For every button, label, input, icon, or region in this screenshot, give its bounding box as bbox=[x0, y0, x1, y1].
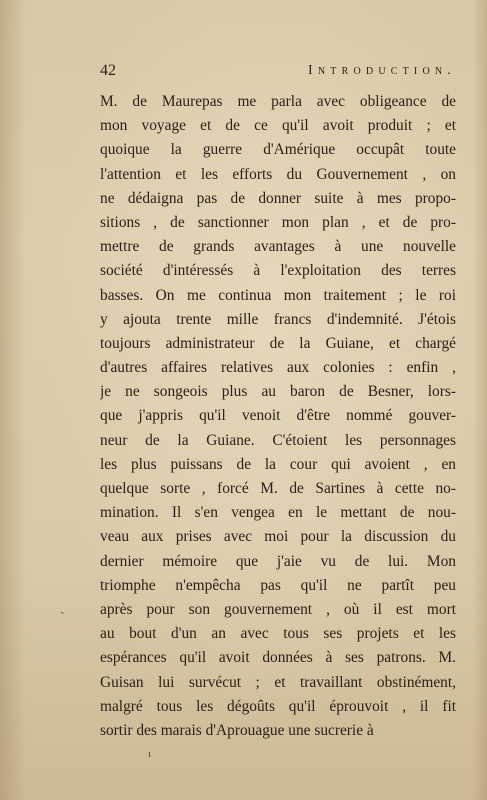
text-line: je ne songeois plus au baron de Besner, lors- bbox=[100, 383, 456, 401]
text-line: quoique la guerre d'Amérique occupât toute bbox=[100, 141, 456, 159]
text-line: l'attention et les efforts du Gouvernement , on bbox=[100, 165, 456, 183]
page-number: 42 bbox=[100, 62, 116, 79]
text-line: basses. On me continua mon traitement ; le roi bbox=[100, 286, 456, 304]
text-line: sortir des marais d'Aprouague une sucrerie à bbox=[100, 721, 374, 739]
text-line: dernier mémoire que j'aie vu de lui. Mon bbox=[100, 552, 456, 570]
text-line: sitions , de sanctionner mon plan , et de pro- bbox=[100, 213, 456, 231]
text-line: ne dédaigna pas de donner suite à mes propo- bbox=[100, 189, 456, 207]
text-line: quelque sorte , forcé M. de Sartines à cette no- bbox=[100, 480, 456, 497]
stray-ink-mark: ı bbox=[148, 748, 152, 760]
text-line: toujours administrateur de la Guiane, et chargé bbox=[100, 334, 456, 352]
margin-pen-mark: ˏ bbox=[60, 600, 65, 615]
text-line: mination. Il s'en vengea en le mettant de nou- bbox=[100, 504, 456, 522]
text-line: M. de Maurepas me parla avec obligeance de bbox=[100, 93, 456, 110]
text-line: neur de la Guiane. C'étoient les personnages bbox=[100, 431, 456, 449]
text-line: espérances qu'il avoit données à ses patrons. M. bbox=[100, 649, 456, 667]
page-edge-shadow bbox=[473, 0, 487, 800]
text-line: d'autres affaires relatives aux colonies : enfin , bbox=[100, 359, 456, 377]
text-line: après pour son gouvernement , où il est mort bbox=[100, 600, 456, 618]
text-line: triomphe n'empêcha pas qu'il ne partît peu bbox=[100, 576, 456, 594]
text-line: que j'appris qu'il venoit d'être nommé gouver- bbox=[100, 407, 456, 425]
body-text bbox=[100, 90, 456, 743]
text-line: société d'intéressés à l'exploitation des terres bbox=[100, 262, 456, 280]
text-line: mon voyage et de ce qu'il avoit produit ; et bbox=[100, 117, 456, 135]
text-line: au bout d'un an avec tous ses projets et les bbox=[100, 625, 456, 643]
text-line: mettre de grands avantages à une nouvelle bbox=[100, 238, 456, 256]
text-line: y ajouta trente mille francs d'indemnité. J'étois bbox=[100, 310, 456, 328]
text-line: malgré tous les dégoûts qu'il éprouvoit , il fit bbox=[100, 697, 456, 715]
page-gutter-shadow bbox=[0, 0, 26, 800]
text-line: Guisan lui survécut ; et travaillant obstinément, bbox=[100, 673, 456, 691]
page-header bbox=[100, 62, 456, 84]
text-line: veau aux prises avec moi pour la discussion du bbox=[100, 528, 456, 546]
text-line: les plus puissans de la cour qui avoient , en bbox=[100, 455, 456, 473]
running-head: Introduction. bbox=[308, 63, 456, 78]
